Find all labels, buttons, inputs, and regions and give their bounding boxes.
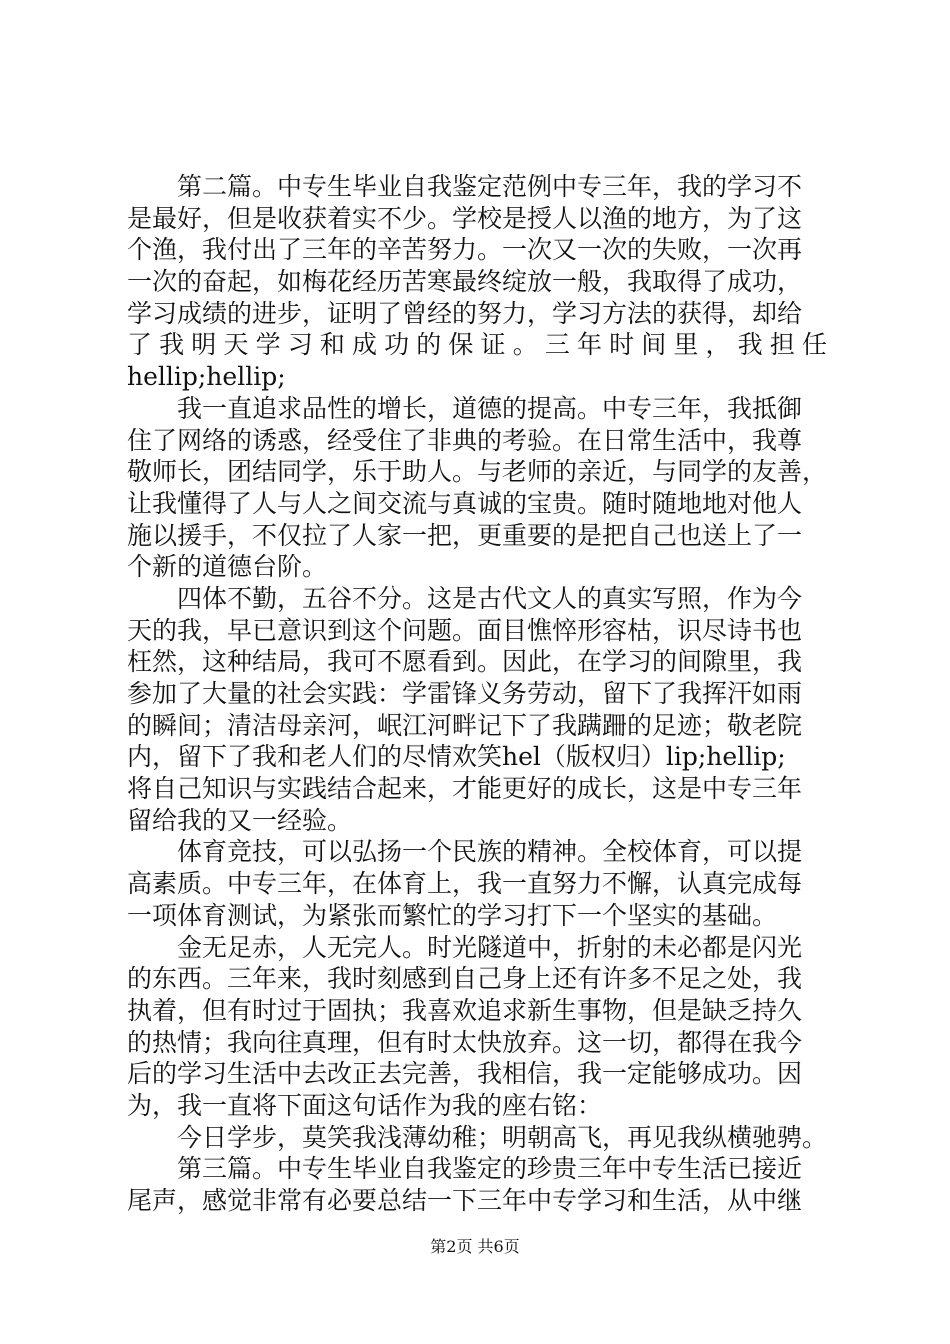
text-char: 年 xyxy=(576,330,602,360)
text-line: 我一直追求品性的增长，道德的提高。中专三年，我抵御 xyxy=(127,393,803,423)
text-char: 我 xyxy=(159,330,185,360)
text-char: 间 xyxy=(641,330,667,360)
text-line: 留给我的又一经验。 xyxy=(127,805,353,835)
text-char: 天 xyxy=(223,330,249,360)
text-char: 。 xyxy=(512,330,538,360)
text-line: 参加了大量的社会实践：学雷锋义务劳动，留下了我挥汗如雨 xyxy=(127,679,803,708)
text-char: ， xyxy=(705,330,731,360)
text-line: 个新的道德台阶。 xyxy=(127,552,328,582)
text-line: 个渔，我付出了三年的辛苦努力。一次又一次的失败，一次再 xyxy=(127,235,803,265)
text-line: 学习成绩的进步，证明了曾经的努力，学习方法的获得，却给 xyxy=(127,298,803,328)
text-line: 第三篇。中专生毕业自我鉴定的珍贵三年中专生活已接近 xyxy=(127,1154,803,1184)
text-line: hellip;hellip; xyxy=(127,362,286,392)
text-line: 将自己知识与实践结合起来，才能更好的成长，这是中专三年 xyxy=(127,774,803,804)
text-line: 执着，但有时过于固执；我喜欢追求新生事物，但是缺乏持久 xyxy=(127,995,803,1025)
text-line: 的瞬间；清洁母亲河，岷江河畔记下了我蹒跚的足迹；敬老院 xyxy=(127,710,803,740)
text-line: 一项体育测试，为紧张而繁忙的学习打下一个坚实的基础。 xyxy=(127,900,778,930)
text-char: 三 xyxy=(544,330,570,360)
text-line: 内，留下了我和老人们的尽情欢笑hel（版权归）lip;hellip; xyxy=(127,742,786,772)
text-line: 让我懂得了人与人之间交流与真诚的宝贵。随时随地地对他人 xyxy=(127,488,803,518)
text-line: 一次的奋起，如梅花经历苦寒最终绽放一般，我取得了成功， xyxy=(127,267,803,297)
text-char: 学 xyxy=(255,330,281,360)
text-char: 明 xyxy=(191,330,217,360)
text-line: 今日学步，莫笑我浅薄幼稚；明朝高飞，再见我纵横驰骋。 xyxy=(127,1122,827,1152)
text-line: 的热情；我向往真理，但有时太快放弃。这一切，都得在我今 xyxy=(127,1027,803,1057)
text-char: 任 xyxy=(801,330,827,360)
text-line: 高素质。中专三年，在体育上，我一直努力不懈，认真完成每 xyxy=(127,869,803,899)
text-line: 敬师长，团结同学，乐于助人。与老师的亲近，与同学的友善， xyxy=(127,457,827,487)
text-line: 后的学习生活中去改正去完善，我相信，我一定能够成功。因 xyxy=(127,1059,803,1089)
text-line: 的东西。三年来，我时刻感到自己身上还有许多不足之处，我 xyxy=(127,964,803,994)
text-char: 时 xyxy=(609,330,635,360)
text-char: 和 xyxy=(319,330,345,360)
text-char: 里 xyxy=(673,330,699,360)
text-char: 的 xyxy=(416,330,442,360)
document-body xyxy=(127,171,827,1217)
page-number: 第2页 共6页 xyxy=(430,1237,520,1256)
text-char: 证 xyxy=(480,330,506,360)
text-char: 成 xyxy=(351,330,377,360)
text-line: 体育竞技，可以弘扬一个民族的精神。全校体育，可以提 xyxy=(127,837,803,867)
text-line: 为，我一直将下面这句话作为我的座右铭： xyxy=(127,1090,603,1120)
text-char: 功 xyxy=(384,330,410,360)
page-footer xyxy=(0,1237,950,1257)
text-line: 金无足赤，人无完人。时光隧道中，折射的未必都是闪光 xyxy=(127,932,803,962)
text-line: 四体不勤，五谷不分。这是古代文人的真实写照，作为今 xyxy=(127,583,803,613)
text-line-justified xyxy=(127,329,827,361)
text-line: 施以援手，不仅拉了人家一把，更重要的是把自己也送上了一 xyxy=(127,520,803,550)
text-char: 习 xyxy=(287,330,313,360)
text-line: 枉然，这种结局，我可不愿看到。因此，在学习的间隙里，我 xyxy=(127,647,803,677)
text-char: 担 xyxy=(769,330,795,360)
text-line: 是最好，但是收获着实不少。学校是授人以渔的地方，为了这 xyxy=(127,203,803,233)
text-line: 住了网络的诱惑，经受住了非典的考验。在日常生活中，我尊 xyxy=(127,425,803,455)
text-char: 了 xyxy=(127,330,153,360)
text-line: 第二篇。中专生毕业自我鉴定范例中专三年，我的学习不 xyxy=(127,172,803,201)
text-char: 保 xyxy=(448,330,474,360)
text-char: 我 xyxy=(737,330,763,360)
text-line: 尾声，感觉非常有必要总结一下三年中专学习和生活，从中继 xyxy=(127,1186,803,1215)
text-line: 天的我，早已意识到这个问题。面目憔悴形容枯，识尽诗书也 xyxy=(127,615,803,645)
